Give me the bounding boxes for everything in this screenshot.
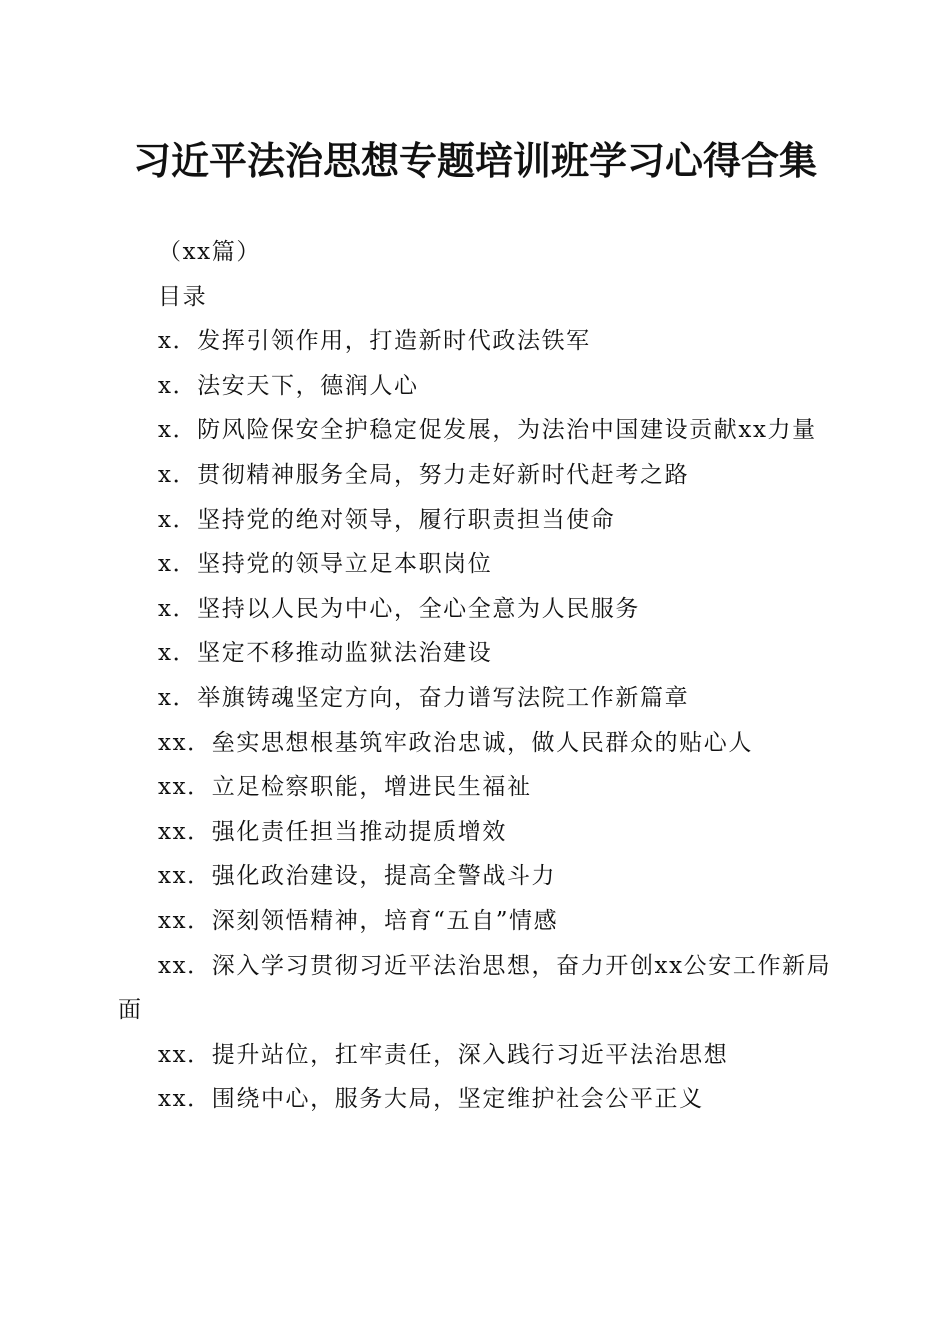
toc-item: xx．深入学习贯彻习近平法治思想，奋力开创xx公安工作新局面: [118, 952, 832, 1024]
toc-item: x．坚持党的领导立足本职岗位: [158, 551, 493, 578]
toc-item: x．发挥引领作用，打造新时代政法铁军: [158, 328, 591, 355]
toc-item: x．坚持党的绝对领导，履行职责担当使命: [158, 506, 616, 533]
document-title: 习近平法治思想专题培训班学习心得合集: [132, 138, 817, 183]
toc-item: x．法安天下，德润人心: [158, 372, 419, 399]
toc-item: x．举旗铸魂坚定方向，奋力谱写法院工作新篇章: [158, 684, 690, 711]
toc-item: x．坚持以人民为中心，全心全意为人民服务: [158, 595, 640, 622]
toc-item: xx．提升站位，扛牢责任，深入践行习近平法治思想: [158, 1041, 729, 1068]
toc-item: xx．强化政治建设，提高全警战斗力: [158, 863, 557, 890]
toc-item: x．坚定不移推动监狱法治建设: [158, 640, 493, 667]
document-body: [118, 230, 834, 1122]
toc-heading: 目录: [158, 283, 208, 310]
toc-item: xx．立足检察职能，增进民生福祉: [158, 774, 532, 801]
toc-item: xx．垒实思想根基筑牢政治忠诚，做人民群众的贴心人: [158, 729, 753, 756]
toc-item: xx．强化责任担当推动提质增效: [158, 818, 507, 845]
toc-item: xx．深刻领悟精神，培育“五自”情感: [158, 907, 559, 934]
toc-item: xx．围绕中心，服务大局，坚定维护社会公平正义: [158, 1086, 704, 1113]
toc-item: x．防风险保安全护稳定促发展，为法治中国建设贡献xx力量: [158, 417, 817, 444]
count-line: （xx篇）: [158, 239, 261, 265]
toc-item: x．贯彻精神服务全局，努力走好新时代赶考之路: [158, 461, 690, 488]
